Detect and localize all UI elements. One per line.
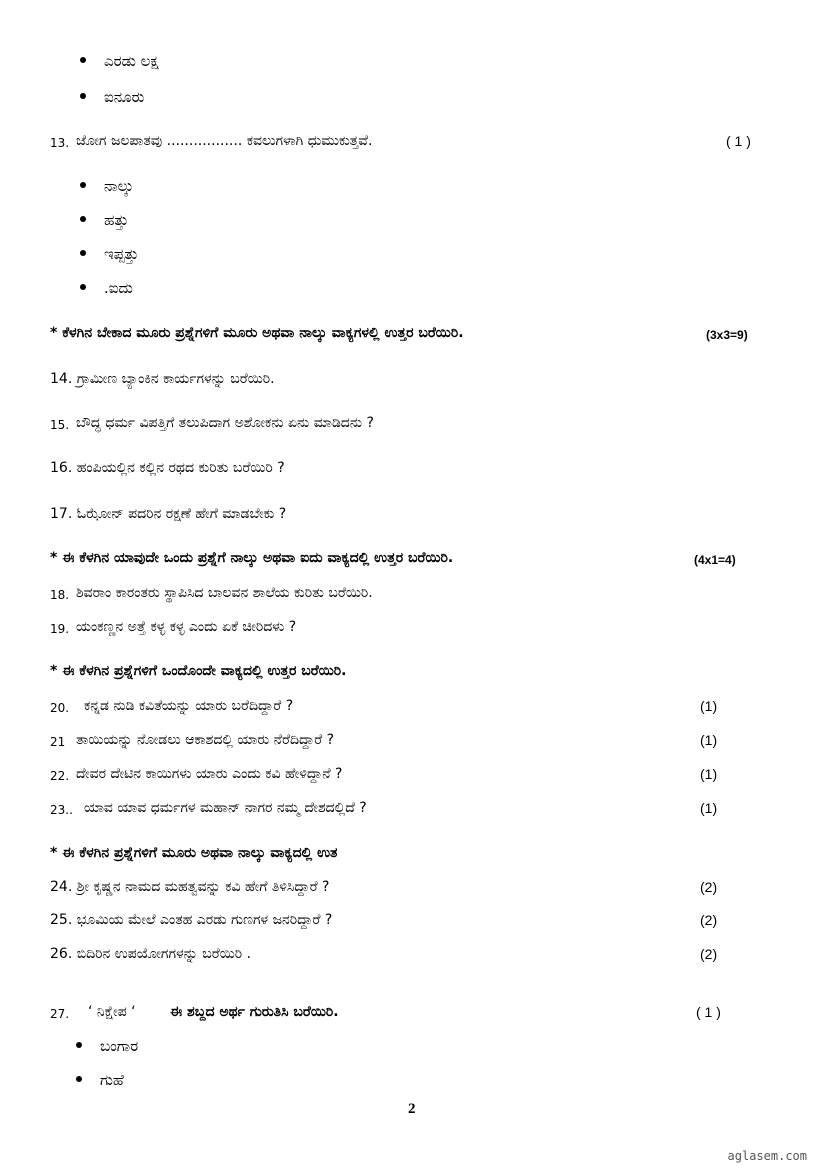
question-marks: (1) [700,732,718,748]
section-heading: * ಈ ಕೆಳಗಿನ ಯಾವುದೇ ಒಂದು ಪ್ರಶ್ನೆಗೆ ನಾಲ್ಕು ಅಥವಾ ಐದು ವಾಕ್ಯದಲ್ಲಿ ಉತ್ತರ ಬರೆಯಿರಿ. [50,550,454,566]
question-marks: (1) [700,800,718,816]
question-text: ಯಂಕಣ್ಣನ ಅತ್ತೆ ಕಳ್ಳ ಕಳ್ಳ ಎಂದು ಏಕೆ ಚೀರಿದಳು ? [76,619,297,635]
question-number: 20. [50,701,70,715]
question-text: ತಾಯಿಯನ್ನು ನೋಡಲು ಆಕಾಶದಲ್ಲಿ ಯಾರು ನೆರೆದಿದ್ದಾರೆ ? [76,732,335,748]
question-marks: ( 1 ) [696,1004,721,1020]
section-marks: (4x1=4) [694,553,736,567]
question-marks: (2) [700,912,718,928]
question-number: 23.. [50,803,73,817]
bullet-icon [80,284,86,290]
question-text: 16. ಹಂಪಿಯಲ್ಲಿನ ಕಲ್ಲಿನ ರಥದ ಕುರಿತು ಬರೆಯಿರಿ ? [50,460,285,476]
section-heading: * ಕೆಳಗಿನ ಬೇಕಾದ ಮೂರು ಪ್ರಶ್ನೆಗಳಿಗೆ ಮೂರು ಅಥವಾ ನಾಲ್ಕು ವಾಕ್ಯಗಳಲ್ಲಿ ಉತ್ತರ ಬರೆಯಿರಿ. [50,325,464,341]
question-text: 24. ಶ್ರೀ ಕೃಷ್ಣನ ನಾಮದ ಮಹತ್ವವನ್ನು ಕವಿ ಹೇಗೆ ತಿಳಿಸಿದ್ದಾರೆ ? [50,879,330,895]
question-text: ಈ ಶಬ್ದದ ಅರ್ಥ ಗುರುತಿಸಿ ಬರೆಯಿರಿ. [170,1004,339,1020]
list-item [80,279,133,297]
question-number: 21 [50,735,66,749]
option-text: ಬಂಗಾರ [100,1037,139,1055]
list-item [80,245,139,263]
list-item [80,211,128,229]
section-heading: * ಈ ಕೆಳಗಿನ ಪ್ರಶ್ನೆಗಳಿಗೆ ಒಂದೊಂದೇ ವಾಕ್ಯದಲ್ಲಿ ಉತ್ತರ ಬರೆಯಿರಿ. [50,663,347,679]
question-number: 22. [50,769,70,783]
question-text: ಜೋಗ ಜಲಪಾತವು ................. ಕವಲುಗಳಾಗಿ ಧುಮುಕುತ್ತವೆ. [76,133,373,149]
question-text: 26. ಬಿದಿರಿನ ಉಪಯೋಗಗಳನ್ನು ಬರೆಯಿರಿ . [50,946,252,962]
question-marks: (2) [700,946,718,962]
question-text: 25. ಭೂಮಿಯ ಮೇಲೆ ಎಂತಹ ಎರಡು ಗುಣಗಳ ಜನರಿದ್ದಾರೆ ? [50,912,333,928]
list-item [80,88,144,106]
section-heading: * ಈ ಕೆಳಗಿನ ಪ್ರಶ್ನೆಗಳಿಗೆ ಮೂರು ಅಥವಾ ನಾಲ್ಕು ವಾಕ್ಯದಲ್ಲಿ ಉತ [50,845,338,861]
option-text: ಗುಹೆ [100,1071,124,1089]
question-number: 18. [50,588,70,602]
list-item [80,177,134,195]
bullet-icon [76,1042,82,1048]
question-text: ದೇವರ ದೇಟಿನ ಕಾಯಿಗಳು ಯಾರು ಎಂದು ಕವಿ ಹೇಳಿದ್ದಾನೆ ? [76,766,343,782]
question-number: 19. [50,622,70,636]
bullet-icon [80,57,86,63]
page-number: 2 [408,1101,416,1117]
question-text: 14. ಗ್ರಾಮೀಣ ಬ್ಯಾಂಕಿನ ಕಾರ್ಯಗಳನ್ನು ಬರೆಯಿರಿ. [50,371,275,387]
bullet-icon [80,250,86,256]
question-text: ಬೌದ್ಧ ಧರ್ಮ ವಿಪತ್ತಿಗೆ ತಲುಪಿದಾಗ ಅಶೋಕನು ಏನು ಮಾಡಿದನು ? [76,415,374,431]
option-text: ನಾಲ್ಕು [104,177,134,195]
watermark: aglasem.com [727,1149,807,1163]
option-text: .ಐದು [104,279,133,297]
question-word: ‘ ನಿಕ್ಷೇಪ ‘ [88,1004,136,1020]
bullet-icon [80,182,86,188]
question-text: ಯಾವ ಯಾವ ಧರ್ಮಗಳ ಮಹಾನ್ ನಾಗರ ನಮ್ಮ ದೇಶದಲ್ಲಿದೆ ? [84,800,367,816]
option-text: ಹತ್ತು [104,211,129,229]
bullet-icon [80,93,86,99]
option-text: ಇಪ್ಪತ್ತು [104,245,139,263]
question-marks: (1) [700,698,718,714]
question-number: 27. [50,1007,70,1021]
question-marks: (1) [700,766,718,782]
option-text: ಎರಡು ಲಕ್ಷ [104,52,159,70]
question-marks: (2) [700,879,718,895]
list-item [76,1037,138,1055]
bullet-icon [80,216,86,222]
option-text: ಐನೂರು [104,88,145,106]
bullet-icon [76,1076,82,1082]
question-text: ಶಿವರಾಂ ಕಾರಂತರು ಸ್ಥಾಪಿಸಿದ ಬಾಲವನ ಶಾಲೆಯ ಕುರಿತು ಬರೆಯಿರಿ. [76,585,373,601]
question-number: 15. [50,418,70,432]
question-marks: ( 1 ) [726,133,751,149]
list-item [76,1071,124,1089]
question-number: 13. [50,136,70,150]
list-item [80,52,159,70]
question-text: 17. ಓಝೋನ್ ಪದರಿನ ರಕ್ಷಣೆ ಹೇಗೆ ಮಾಡಬೇಕು ? [50,506,287,522]
section-marks: (3x3=9) [706,328,748,342]
question-text: ಕನ್ನಡ ನುಡಿ ಕವಿತೆಯನ್ನು ಯಾರು ಬರೆದಿದ್ದಾರೆ ? [84,698,294,714]
